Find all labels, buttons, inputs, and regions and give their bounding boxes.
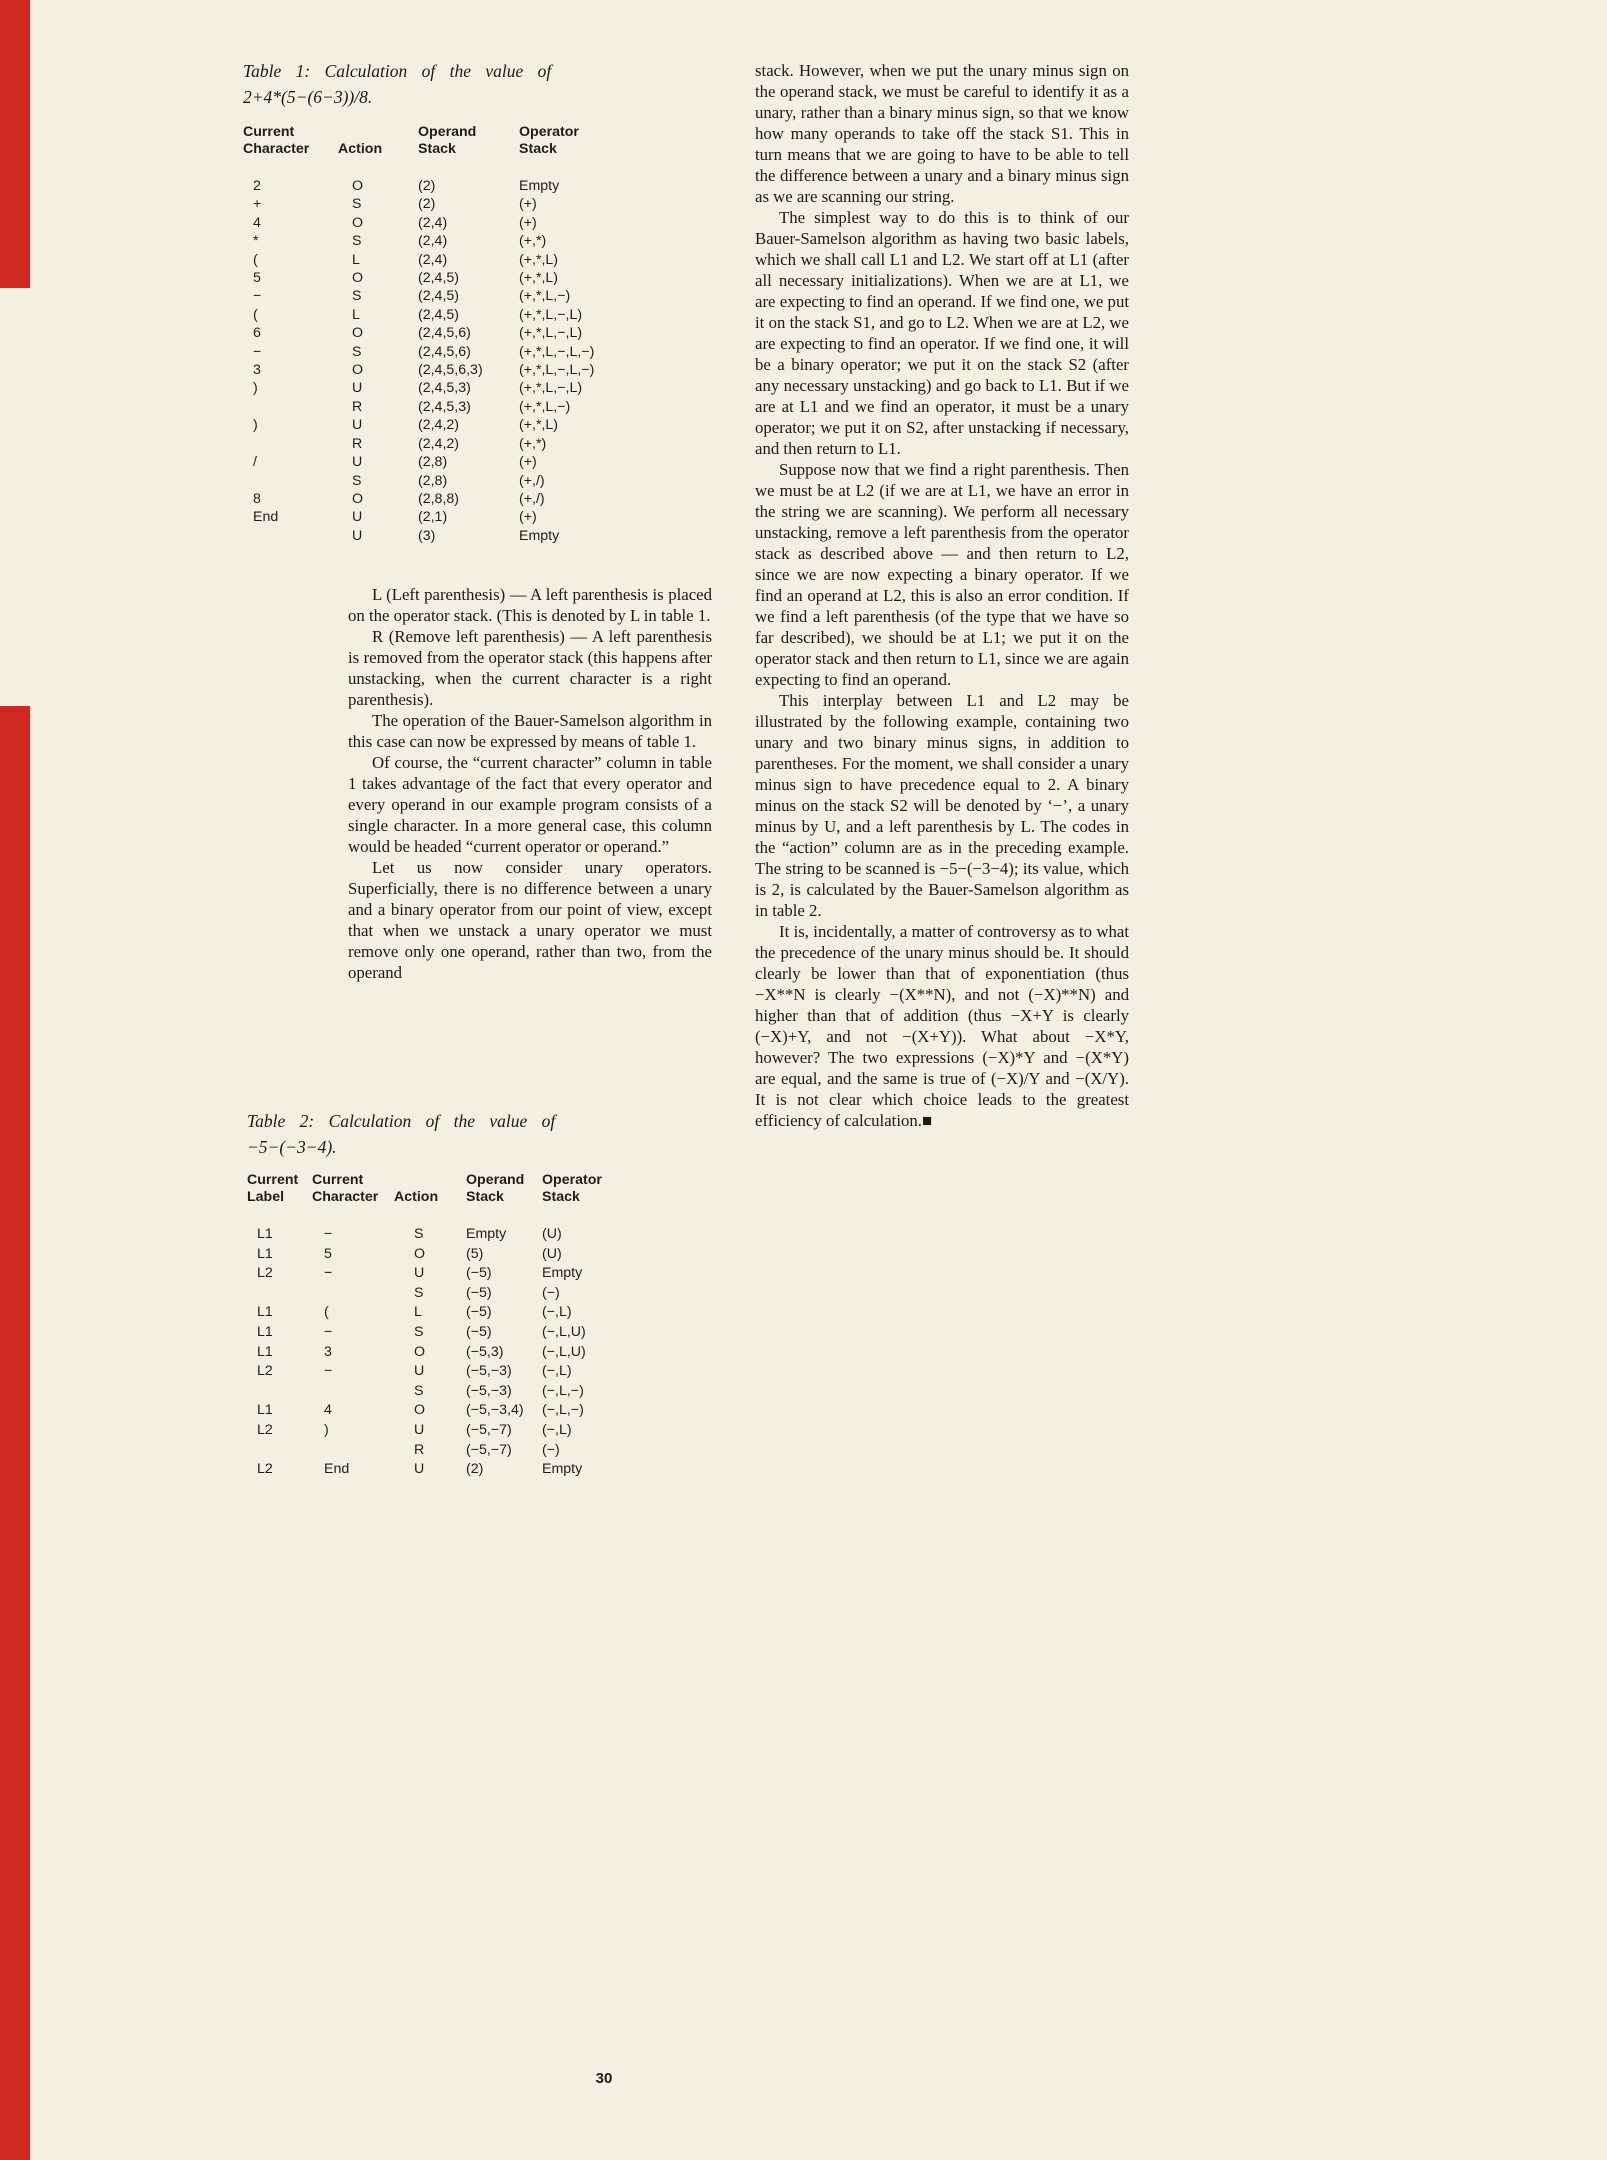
paragraph: L (Left parenthesis) — A left parenthesis is placed on the operator stack. (This is denoted by L in table 1.	[348, 585, 712, 625]
table-cell: O	[352, 490, 364, 507]
table-row	[243, 232, 649, 250]
table-cell: (2)	[466, 1461, 484, 1478]
table-header-cell: Action	[394, 1189, 439, 1205]
table-cell: (−5)	[466, 1265, 492, 1282]
table-cell	[247, 1441, 312, 1461]
table-cell	[243, 435, 338, 453]
table-cell: Empty	[519, 178, 560, 194]
table-cell: −	[324, 1265, 333, 1282]
table-row	[243, 324, 649, 342]
paragraph: stack. However, when we put the unary minus sign on the operand stack, we must be careful to identify it as a unary, rather than a binary minus sign, so that we know how many operands to take off the stack S1. This in turn means that we are going to have to be able to tell the difference between a unary and a binary minus sign as we are scanning our string.	[755, 61, 1129, 206]
table-cell: (+,*,L,−,L)	[519, 325, 583, 342]
table-cell: Empty	[542, 1461, 583, 1478]
table-cell: O	[352, 362, 364, 379]
table-header-cell: Operand Stack	[466, 1172, 525, 1205]
table-cell: )	[253, 380, 258, 397]
table1-caption-line2: 2+4*(5−(6−3))/8.	[243, 87, 373, 107]
table-cell	[312, 1441, 394, 1461]
table-cell: (+,/)	[519, 472, 545, 489]
table-cell: (+,/)	[519, 490, 545, 507]
table-cell: (+,*,L,−)	[519, 288, 571, 305]
table-row	[243, 398, 649, 416]
table-cell: (2,4,5,6)	[418, 325, 471, 342]
table-header-row	[247, 1172, 652, 1225]
table-cell: S	[414, 1226, 424, 1242]
table-cell: (3)	[418, 527, 436, 544]
table-cell: O	[352, 178, 364, 194]
table-row	[243, 527, 649, 545]
table-cell: (+,*)	[519, 233, 547, 250]
table-cell: (U)	[542, 1226, 562, 1242]
table-row	[243, 416, 649, 434]
table-cell: Empty	[542, 1265, 583, 1282]
table-cell	[312, 1382, 394, 1402]
table-cell: (−5)	[466, 1323, 492, 1340]
table2-body	[247, 1225, 652, 1480]
table1-body	[243, 177, 649, 545]
table-cell: L1	[257, 1343, 273, 1360]
table-cell: 5	[253, 270, 261, 287]
table-cell: L2	[257, 1421, 273, 1438]
table-cell: (	[253, 251, 258, 268]
table-cell: (+)	[519, 214, 537, 231]
table-row	[247, 1362, 652, 1382]
table-header-cell: Operand Stack	[418, 124, 477, 157]
table-cell: (−)	[542, 1441, 560, 1458]
table-header-cell: Operator Stack	[519, 124, 579, 157]
table-cell: (2,4)	[418, 214, 448, 231]
table-cell: (	[324, 1304, 329, 1321]
table-cell: (−,L,−)	[542, 1402, 584, 1419]
paragraph: Suppose now that we find a right parenthesis. Then we must be at L2 (if we are at L1, we have an error in the string we are scanning). We perform all necessary unstacking, remove a left parenthesis from the operator stack as described above — and then return to L2, since we are now expecting a binary operator. If we find an operand at L2, this is also an error condition. If we find a left parenthesis (of the type that we have so far described), we should be at L1; we put it on the operator stack and then return to L1, since we are again expecting to find an operand.	[755, 460, 1129, 689]
table-row	[243, 306, 649, 324]
table-cell: (2,4,5,3)	[418, 380, 471, 397]
table-cell: R	[414, 1441, 425, 1458]
paragraph: It is, incidentally, a matter of controversy as to what the precedence of the unary minus should be. It should clearly be lower than that of exponentiation (thus −X**N is clearly −(X**N), and not (−X)**N) and higher than that of addition (thus −X+Y is clearly (−X)+Y, and not −(X+Y)). What about −X*Y, however? The two expressions (−X)*Y and −(X*Y) are equal, and the same is true of (−X)/Y and −(X/Y). It is not clear which choice leads to the greatest efficiency of calculation.■	[755, 922, 1129, 1130]
table-cell: −	[253, 288, 262, 305]
table-cell: (+,*,L,−,L)	[519, 380, 583, 397]
table-row	[247, 1225, 652, 1245]
table1-caption-line1: Table 1: Calculation of the value of	[243, 61, 552, 81]
table-cell: R	[352, 398, 363, 415]
table-cell: S	[414, 1323, 424, 1340]
table-cell: U	[414, 1461, 425, 1478]
paragraph: The operation of the Bauer-Samelson algorithm in this case can now be expressed by means of table 1.	[348, 711, 712, 751]
table-cell: (U)	[542, 1245, 562, 1262]
table-cell: (−5,−3)	[466, 1363, 512, 1380]
table-cell: (+,*,L,−)	[519, 398, 571, 415]
table-cell: U	[414, 1363, 425, 1380]
table-cell: L2	[257, 1265, 273, 1282]
table-cell: (2,8)	[418, 472, 448, 489]
table-cell: S	[414, 1382, 424, 1399]
table-cell: L1	[257, 1323, 273, 1340]
table-row	[243, 361, 649, 379]
table-cell: (−5,−7)	[466, 1441, 512, 1458]
table-cell: U	[352, 380, 363, 397]
table-cell: (2,4)	[418, 251, 448, 268]
table-cell	[247, 1382, 312, 1402]
table-cell: (+,*,L)	[519, 251, 559, 268]
table-cell: O	[352, 270, 364, 287]
table2-caption-line1: Table 2: Calculation of the value of	[247, 1111, 556, 1131]
table-cell: (−,L,U)	[542, 1323, 586, 1340]
table-cell: S	[352, 196, 362, 213]
table-cell: )	[253, 417, 258, 434]
table-cell: (2,4)	[418, 233, 448, 250]
table-cell: (−,L)	[542, 1304, 572, 1321]
table-cell: (2)	[418, 196, 436, 213]
table-row	[247, 1460, 652, 1480]
table-cell: L1	[257, 1245, 273, 1262]
table-cell: −	[253, 343, 262, 360]
table-cell: U	[352, 454, 363, 471]
table-cell: 2	[253, 178, 261, 194]
table-cell: (2,4,5,6)	[418, 343, 471, 360]
table-cell: U	[414, 1421, 425, 1438]
table-row	[243, 472, 649, 490]
table-cell: (2,8,8)	[418, 490, 460, 507]
table-cell: (+,*,L)	[519, 417, 559, 434]
table-cell: Empty	[466, 1226, 507, 1242]
table-cell: +	[253, 196, 262, 213]
red-accent-bar-top	[0, 0, 30, 288]
table-cell: O	[352, 325, 364, 342]
table-cell: L	[352, 251, 360, 268]
paragraph: The simplest way to do this is to think of our Bauer-Samelson algorithm as having two basic labels, which we shall call L1 and L2. We start off at L1 (after all necessary initializations). When we are at L1, we are expecting to find an operand. If we find one, we put it on the stack S1, and go to L2. When we are at L2, we are expecting to find an operator. If we find one, it will be a binary operator; we put it on the stack S2 (after any necessary unstacking) and go back to L1. But if we are at L1 and we find an operator, it must be a unary operator; we put it on S2, after unstacking if necessary, and then return to L1.	[755, 208, 1129, 458]
table-cell: S	[352, 343, 362, 360]
table-row	[243, 287, 649, 305]
table-row	[243, 269, 649, 287]
table-cell: (2)	[418, 178, 436, 194]
table-cell: (−,L)	[542, 1421, 572, 1438]
table-cell: (2,4,5,3)	[418, 398, 471, 415]
table-row	[243, 453, 649, 471]
table-cell: (+,*,L,−,L,−)	[519, 362, 595, 379]
table-cell: (5)	[466, 1245, 484, 1262]
table-row	[243, 214, 649, 232]
page-number: 30	[595, 2070, 613, 2087]
table-cell: U	[352, 509, 363, 526]
table2-caption	[247, 1108, 619, 1160]
table-cell	[247, 1284, 312, 1304]
table-cell: L1	[257, 1304, 273, 1321]
table-cell: (−5,−3)	[466, 1382, 512, 1399]
table-header-cell: Current Character	[312, 1172, 379, 1205]
table-cell: R	[352, 435, 363, 452]
red-accent-bar-bottom	[0, 706, 30, 2160]
table-cell: (−)	[542, 1284, 560, 1301]
table-cell: O	[414, 1343, 426, 1360]
paragraph: Let us now consider unary operators. Superficially, there is no difference between a unary and a binary operator from our point of view, except that when we unstack a unary operator we must remove only one operand, rather than two, from the operand	[348, 858, 712, 982]
table-row	[243, 490, 649, 508]
table-cell: (2,4,5)	[418, 288, 460, 305]
table-cell: (	[253, 306, 258, 323]
table-cell: (+,*)	[519, 435, 547, 452]
table-cell: (2,4,2)	[418, 435, 460, 452]
table-row	[247, 1264, 652, 1284]
table-cell: )	[324, 1421, 329, 1438]
table-cell: (+)	[519, 196, 537, 213]
table-cell: (−5,3)	[466, 1343, 504, 1360]
table-header-cell: Current Character	[243, 124, 310, 157]
table-cell: (−,L)	[542, 1363, 572, 1380]
table-row	[247, 1441, 652, 1461]
table-row	[247, 1303, 652, 1323]
table-cell: O	[414, 1402, 426, 1419]
table-row	[247, 1245, 652, 1265]
table-row	[243, 343, 649, 361]
table-cell: *	[253, 233, 259, 250]
table-cell: (2,4,5)	[418, 270, 460, 287]
left-text-column	[348, 584, 712, 983]
table-cell: (−5)	[466, 1284, 492, 1301]
table-cell: (+,*,L)	[519, 270, 559, 287]
table-cell	[312, 1284, 394, 1304]
table-cell: 5	[324, 1245, 332, 1262]
table-cell: O	[414, 1245, 426, 1262]
table-row	[247, 1401, 652, 1421]
table-cell: L	[414, 1304, 422, 1321]
table-cell: End	[253, 509, 279, 526]
table-row	[243, 435, 649, 453]
table2-header	[247, 1172, 652, 1225]
table-cell: 3	[324, 1343, 332, 1360]
table2-caption-line2: −5−(−3−4).	[247, 1137, 337, 1157]
table-cell: (2,8)	[418, 454, 448, 471]
table-cell: 4	[253, 214, 261, 231]
table-cell: End	[324, 1461, 350, 1478]
table-row	[243, 379, 649, 397]
paragraph: Of course, the “current character” column in table 1 takes advantage of the fact that every operator and every operand in our example program consists of a single character. In a more general case, this column would be headed “current operator or operand.”	[348, 753, 712, 856]
table-cell: (2,4,2)	[418, 417, 460, 434]
table-cell: (−5)	[466, 1304, 492, 1321]
table-cell: U	[414, 1265, 425, 1282]
table-cell: 8	[253, 490, 261, 507]
table-cell: −	[324, 1363, 333, 1380]
table-cell: (+,*,L,−,L,−)	[519, 343, 595, 360]
table-row	[243, 195, 649, 213]
table2	[247, 1172, 652, 1480]
table-header-cell: Current Label	[247, 1172, 299, 1205]
table-cell: 3	[253, 362, 261, 379]
table-cell: L1	[257, 1226, 273, 1242]
table-row	[247, 1323, 652, 1343]
table-cell: 4	[324, 1402, 332, 1419]
table1-header	[243, 124, 649, 177]
table-cell: (+)	[519, 509, 537, 526]
table1	[243, 124, 649, 545]
table-cell: U	[352, 527, 363, 544]
table-cell: O	[352, 214, 364, 231]
table-cell: (2,1)	[418, 509, 448, 526]
table-row	[243, 177, 649, 195]
table1-caption	[243, 58, 615, 110]
table-row	[243, 508, 649, 526]
table-cell: (2,4,5)	[418, 306, 460, 323]
paragraph: R (Remove left parenthesis) — A left parenthesis is removed from the operator stack (this happens after unstacking, when the current character is a right parenthesis).	[348, 627, 712, 709]
table-cell: (−,L,−)	[542, 1382, 584, 1399]
table-header-row	[243, 124, 649, 177]
table-cell	[243, 472, 338, 490]
paragraph: This interplay between L1 and L2 may be illustrated by the following example, containing two unary and two binary minus signs, in addition to parentheses. For the moment, we shall consider a unary minus sign to have precedence equal to 2. A binary minus on the stack S2 will be denoted by ‘−’, a unary minus by U, and a left parenthesis by L. The codes in the “action” column are as in the preceding example. The string to be scanned is −5−(−3−4); its value, which is 2, is calculated by the Bauer-Samelson algorithm as in table 2.	[755, 691, 1129, 920]
table-cell: L1	[257, 1402, 273, 1419]
table-row	[247, 1421, 652, 1441]
table-cell: −	[324, 1323, 333, 1340]
table-cell: S	[352, 472, 362, 489]
table-row	[247, 1284, 652, 1304]
table-cell: S	[352, 288, 362, 305]
table-cell: /	[253, 454, 257, 471]
right-text-column	[755, 60, 1129, 1131]
table-cell: S	[414, 1284, 424, 1301]
table-cell: −	[324, 1226, 333, 1242]
table-cell	[243, 398, 338, 416]
table-cell: 6	[253, 325, 261, 342]
table-cell: (2,4,5,6,3)	[418, 362, 483, 379]
table-cell: (−5,−7)	[466, 1421, 512, 1438]
table-cell: L	[352, 306, 360, 323]
table-cell: S	[352, 233, 362, 250]
table-cell: U	[352, 417, 363, 434]
table-cell: L2	[257, 1461, 273, 1478]
table-row	[247, 1343, 652, 1363]
table-cell: (+,*,L,−,L)	[519, 306, 583, 323]
table-cell: Empty	[519, 527, 560, 544]
table-cell: (−,L,U)	[542, 1343, 586, 1360]
table-header-cell: Action	[338, 141, 383, 157]
table-row	[243, 251, 649, 269]
table-cell: (+)	[519, 454, 537, 471]
table-cell: (−5,−3,4)	[466, 1402, 524, 1419]
table-header-cell: Operator Stack	[542, 1172, 602, 1205]
table-row	[247, 1382, 652, 1402]
table-cell: L2	[257, 1363, 273, 1380]
table-cell	[243, 527, 338, 545]
